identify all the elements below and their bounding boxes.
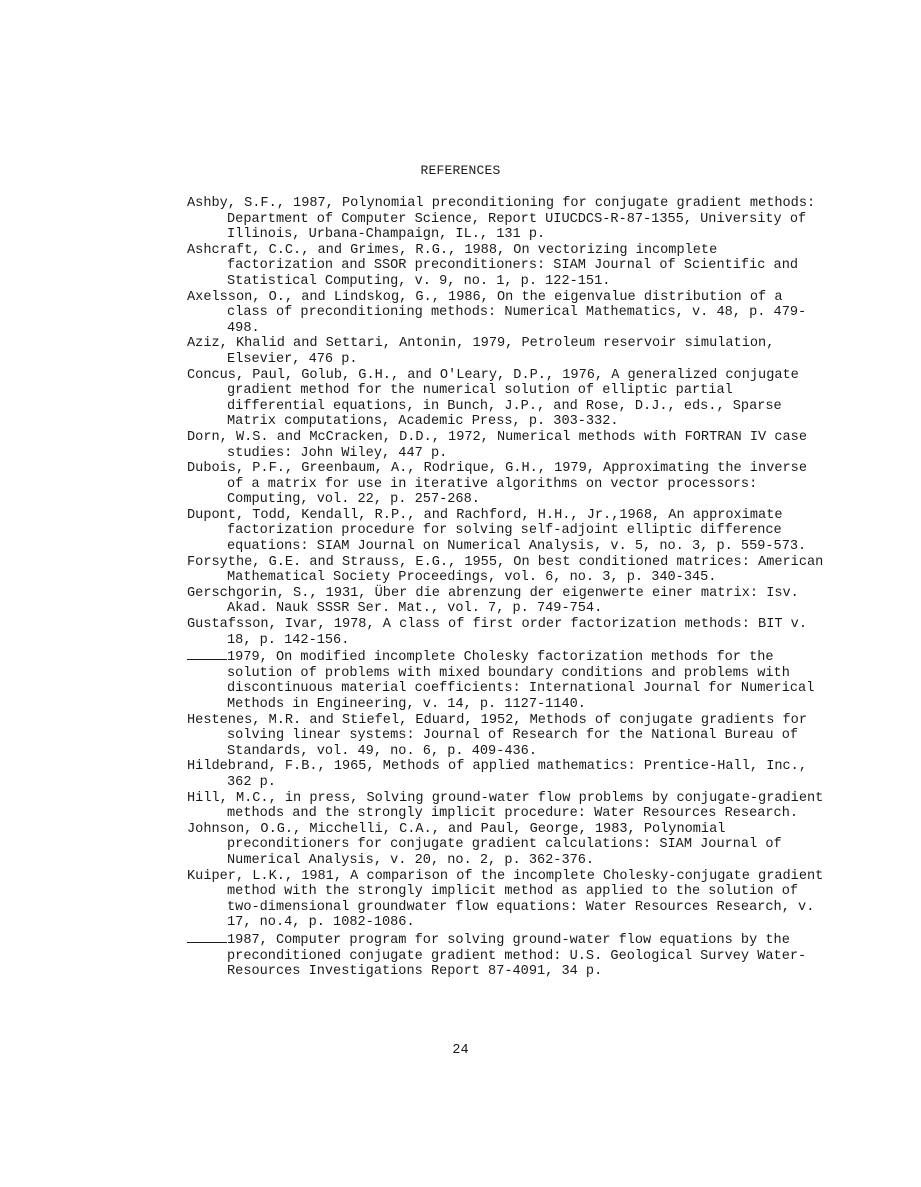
reference-entry (187, 648, 827, 712)
same-author-dash (187, 648, 227, 660)
reference-text: Gustafsson, Ivar, 1978, A class of first order factorization methods: BIT v. 18, p. 142-156. (187, 617, 807, 648)
reference-entry (187, 791, 827, 822)
reference-text: Ashcraft, C.C., and Grimes, R.G., 1988, On vectorizing incomplete factorization and SSOR preconditioners: SIAM Journal of Scientific and Statistical Computing, v. 9, no. 1, p. 122-151. (187, 242, 799, 289)
reference-text: Hildebrand, F.B., 1965, Methods of applied mathematics: Prentice-Hall, Inc., 362 p. (187, 759, 807, 790)
reference-text: Ashby, S.F., 1987, Polynomial preconditioning for conjugate gradient methods: Department of Computer Science, Report UIUCDCS-R-87-1355, University of Illinois, Urbana-Champaign, IL., 131 p. (187, 196, 816, 243)
page-number: 24 (452, 1043, 469, 1058)
reference-entry (187, 869, 827, 931)
reference-entry (187, 586, 827, 617)
reference-entry (187, 461, 827, 508)
reference-entry (187, 336, 827, 367)
reference-entry (187, 931, 827, 980)
reference-entry (187, 196, 827, 243)
reference-entry (187, 430, 827, 461)
reference-text: Dorn, W.S. and McCracken, D.D., 1972, Numerical methods with FORTRAN IV case studies: John Wiley, 447 p. (187, 429, 807, 461)
reference-text: Dubois, P.F., Greenbaum, A., Rodrique, G.H., 1979, Approximating the inverse of a matrix for use in iterative algorithms on vector processors: Computing, vol. 22, p. 257-268. (187, 461, 807, 508)
reference-entry (187, 759, 827, 790)
reference-text: Dupont, Todd, Kendall, R.P., and Rachford, H.H., Jr.,1968, An approximate factorization procedure for solving self-adjoint elliptic difference equations: SIAM Journal on Numerical Analysis, v. 5, no. 3, p. 559-573. (187, 507, 807, 555)
reference-text: Forsythe, G.E. and Strauss, E.G., 1955, On best conditioned matrices: American Mathematical Society Proceedings, vol. 6, no. 3, p. 340-345. (187, 554, 824, 586)
reference-text: Hill, M.C., in press, Solving ground-water flow problems by conjugate-gradient methods and the strongly implicit procedure: Water Resources Research. (187, 790, 824, 822)
reference-text: 1987, Computer program for solving ground-water flow equations by the preconditioned conjugate gradient method: U.S. Geological Survey Water-Resources Investigations Report 87-4091, 34 p. (227, 932, 807, 980)
reference-text: Aziz, Khalid and Settari, Antonin, 1979, Petroleum reservoir simulation, Elsevier, 476 p. (187, 336, 775, 367)
reference-entry (187, 822, 827, 869)
reference-text: Johnson, O.G., Micchelli, C.A., and Paul, George, 1983, Polynomial preconditioners for conjugate gradient calculations: SIAM Journal of Numerical Analysis, v. 20, no. 2, p. 362-376. (187, 821, 782, 868)
reference-entry (187, 243, 827, 290)
page-title: REFERENCES (420, 163, 501, 178)
reference-text: Gerschgorin, S., 1931, Über die abrenzung der eigenwerte einer matrix: Isv. Akad. Nauk SSSR Ser. Mat., vol. 7, p. 749-754. (187, 585, 799, 617)
reference-entry (187, 290, 827, 337)
reference-text: Axelsson, O., and Lindskog, G., 1986, On the eigenvalue distribution of a class of preconditioning methods: Numerical Mathematics, v. 48, p. 479-498. (187, 289, 807, 336)
reference-entry (187, 617, 827, 648)
reference-entry (187, 713, 827, 760)
reference-entry (187, 368, 827, 430)
reference-text: Kuiper, L.K., 1981, A comparison of the incomplete Cholesky-conjugate gradient method with the strongly implicit method as applied to the solution of two-dimensional groundwater flow equations: Water Resources Research, v. 17, no.4, p. 1082-1086. (187, 868, 824, 931)
reference-text: Hestenes, M.R. and Stiefel, Eduard, 1952, Methods of conjugate gradients for solving linear systems: Journal of Research for the National Bureau of Standards, vol. 49, no. 6, p. 409-436. (187, 712, 807, 759)
reference-text: 1979, On modified incomplete Cholesky factorization methods for the solution of problems with mixed boundary conditions and problems with discontinuous material coefficients: International Journal for Numerical Methods in Engineering, v. 14, p. 1127-1140. (227, 650, 815, 712)
same-author-dash (187, 931, 227, 943)
reference-list (187, 196, 827, 980)
reference-entry (187, 508, 827, 555)
reference-entry (187, 555, 827, 586)
reference-text: Concus, Paul, Golub, G.H., and O'Leary, D.P., 1976, A generalized conjugate gradient method for the numerical solution of elliptic partial differential equations, in Bunch, J.P., and Rose, D.J., eds., Sparse Matrix computations, Academic Press, p. 303-332. (187, 367, 799, 430)
